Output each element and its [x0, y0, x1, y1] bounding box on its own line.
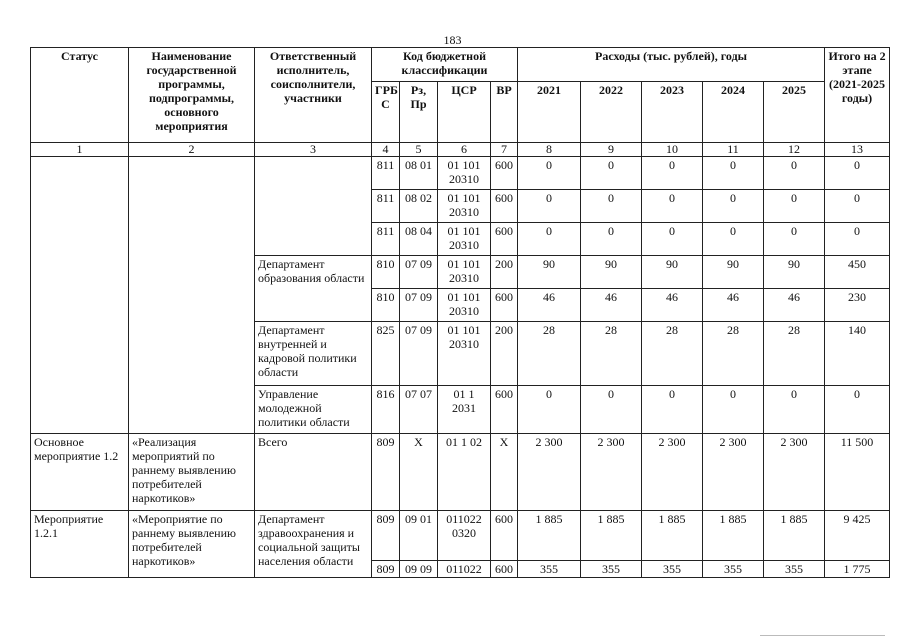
table-row: [31, 511, 890, 561]
rzpr-cell: 07 09: [400, 289, 438, 322]
grbs-cell: 810: [372, 289, 400, 322]
column-number: 2: [129, 143, 255, 157]
value-2025: 1 885: [764, 511, 825, 561]
total-cell: 0: [825, 386, 890, 434]
value-2023: 90: [642, 256, 703, 289]
rzpr-cell: 08 01: [400, 157, 438, 190]
value-2023: 0: [642, 190, 703, 223]
program-cell: «Мероприятие по раннему выявлению потребителей наркотиков»: [129, 511, 255, 578]
grbs-cell: 811: [372, 223, 400, 256]
executor-cell: Департамент образования области: [255, 256, 372, 322]
value-2025: 2 300: [764, 434, 825, 511]
vr-cell: 600: [491, 561, 518, 578]
total-cell: 450: [825, 256, 890, 289]
value-2025: 355: [764, 561, 825, 578]
csr-cell: 01 1 2031: [438, 386, 491, 434]
header-status: Статус: [31, 48, 129, 143]
value-2023: 355: [642, 561, 703, 578]
grbs-cell: 809: [372, 511, 400, 561]
value-2025: 0: [764, 386, 825, 434]
value-2021: 0: [518, 386, 581, 434]
column-number: 9: [581, 143, 642, 157]
scan-artifact-line: [760, 635, 885, 636]
vr-cell: 600: [491, 223, 518, 256]
value-2022: 0: [581, 386, 642, 434]
value-2025: 0: [764, 223, 825, 256]
value-2022: 0: [581, 223, 642, 256]
executor-cell: Управление молодежной политики области: [255, 386, 372, 434]
column-number-row: [31, 143, 890, 157]
column-number: 13: [825, 143, 890, 157]
header-year-2025: 2025: [764, 82, 825, 143]
header-year-2021: 2021: [518, 82, 581, 143]
vr-cell: 600: [491, 190, 518, 223]
status-cell: Мероприятие 1.2.1: [31, 511, 129, 578]
column-number: 5: [400, 143, 438, 157]
header-expenses: Расходы (тыс. рублей), годы: [518, 48, 825, 82]
value-2025: 90: [764, 256, 825, 289]
value-2025: 0: [764, 157, 825, 190]
rzpr-cell: 09 09: [400, 561, 438, 578]
rzpr-cell: 08 04: [400, 223, 438, 256]
program-cell: «Реализация мероприятий по раннему выявлению потребителей наркотиков»: [129, 434, 255, 511]
header-year-2023: 2023: [642, 82, 703, 143]
total-cell: 0: [825, 190, 890, 223]
column-number: 7: [491, 143, 518, 157]
total-cell: 140: [825, 322, 890, 386]
grbs-cell: 811: [372, 157, 400, 190]
value-2025: 0: [764, 190, 825, 223]
executor-cell: [255, 157, 372, 256]
vr-cell: 200: [491, 322, 518, 386]
column-number: 10: [642, 143, 703, 157]
table-row: [31, 434, 890, 511]
rzpr-cell: 09 01: [400, 511, 438, 561]
value-2023: 0: [642, 223, 703, 256]
csr-cell: 011022 0320: [438, 511, 491, 561]
vr-cell: 600: [491, 386, 518, 434]
table-row: [31, 157, 890, 190]
status-cell: Основное мероприятие 1.2: [31, 434, 129, 511]
value-2023: 1 885: [642, 511, 703, 561]
csr-cell: 01 101 20310: [438, 289, 491, 322]
value-2022: 0: [581, 190, 642, 223]
header-budget-code: Код бюджетной классификации: [372, 48, 518, 82]
column-number: 4: [372, 143, 400, 157]
value-2022: 90: [581, 256, 642, 289]
header-csr: ЦСР: [438, 82, 491, 143]
grbs-cell: 810: [372, 256, 400, 289]
value-2024: 1 885: [703, 511, 764, 561]
value-2021: 2 300: [518, 434, 581, 511]
rzpr-cell: 07 09: [400, 256, 438, 289]
budget-table: [30, 47, 890, 578]
vr-cell: 200: [491, 256, 518, 289]
grbs-cell: 809: [372, 561, 400, 578]
value-2021: 355: [518, 561, 581, 578]
vr-cell: 600: [491, 289, 518, 322]
header-vr: ВР: [491, 82, 518, 143]
column-number: 11: [703, 143, 764, 157]
value-2024: 90: [703, 256, 764, 289]
executor-cell: Департамент здравоохранения и социальной защиты населения области: [255, 511, 372, 578]
value-2023: 2 300: [642, 434, 703, 511]
grbs-cell: 816: [372, 386, 400, 434]
value-2024: 0: [703, 157, 764, 190]
value-2021: 1 885: [518, 511, 581, 561]
value-2025: 46: [764, 289, 825, 322]
value-2021: 0: [518, 190, 581, 223]
status-cell: [31, 157, 129, 434]
program-cell: [129, 157, 255, 434]
header-executor: Ответственный исполнитель, соисполнители, участники: [255, 48, 372, 143]
header-year-2024: 2024: [703, 82, 764, 143]
total-cell: 230: [825, 289, 890, 322]
rzpr-cell: 07 07: [400, 386, 438, 434]
grbs-cell: 811: [372, 190, 400, 223]
value-2024: 355: [703, 561, 764, 578]
rzpr-cell: X: [400, 434, 438, 511]
csr-cell: 01 101 20310: [438, 190, 491, 223]
value-2021: 46: [518, 289, 581, 322]
column-number: 8: [518, 143, 581, 157]
value-2021: 0: [518, 223, 581, 256]
grbs-cell: 825: [372, 322, 400, 386]
total-cell: 9 425: [825, 511, 890, 561]
value-2023: 0: [642, 386, 703, 434]
csr-cell: 01 101 20310: [438, 157, 491, 190]
executor-cell: Департамент внутренней и кадровой политики области: [255, 322, 372, 386]
total-cell: 0: [825, 223, 890, 256]
value-2021: 28: [518, 322, 581, 386]
value-2023: 28: [642, 322, 703, 386]
column-number: 1: [31, 143, 129, 157]
vr-cell: 600: [491, 511, 518, 561]
csr-cell: 01 101 20310: [438, 256, 491, 289]
value-2025: 28: [764, 322, 825, 386]
value-2024: 2 300: [703, 434, 764, 511]
value-2021: 90: [518, 256, 581, 289]
value-2022: 0: [581, 157, 642, 190]
header-total: Итого на 2 этапе (2021-2025 годы): [825, 48, 890, 143]
header-year-2022: 2022: [581, 82, 642, 143]
rzpr-cell: 08 02: [400, 190, 438, 223]
value-2022: 46: [581, 289, 642, 322]
value-2024: 0: [703, 386, 764, 434]
value-2022: 28: [581, 322, 642, 386]
value-2023: 46: [642, 289, 703, 322]
rzpr-cell: 07 09: [400, 322, 438, 386]
value-2022: 355: [581, 561, 642, 578]
header-rzpr: Рз, Пр: [400, 82, 438, 143]
value-2022: 2 300: [581, 434, 642, 511]
page-number: 183: [443, 33, 462, 47]
column-number: 3: [255, 143, 372, 157]
header-grbs: ГРБ С: [372, 82, 400, 143]
column-number: 12: [764, 143, 825, 157]
total-cell: 11 500: [825, 434, 890, 511]
value-2024: 0: [703, 223, 764, 256]
csr-cell: 01 101 20310: [438, 322, 491, 386]
header-program: Наименование государственной программы, подпрограммы, основного мероприятия: [129, 48, 255, 143]
grbs-cell: 809: [372, 434, 400, 511]
vr-cell: 600: [491, 157, 518, 190]
value-2024: 28: [703, 322, 764, 386]
value-2021: 0: [518, 157, 581, 190]
value-2023: 0: [642, 157, 703, 190]
vr-cell: X: [491, 434, 518, 511]
column-number: 6: [438, 143, 491, 157]
total-cell: 0: [825, 157, 890, 190]
executor-cell: Всего: [255, 434, 372, 511]
value-2024: 0: [703, 190, 764, 223]
csr-cell: 01 1 02: [438, 434, 491, 511]
total-cell: 1 775: [825, 561, 890, 578]
value-2022: 1 885: [581, 511, 642, 561]
value-2024: 46: [703, 289, 764, 322]
csr-cell: 01 101 20310: [438, 223, 491, 256]
csr-cell: 011022: [438, 561, 491, 578]
